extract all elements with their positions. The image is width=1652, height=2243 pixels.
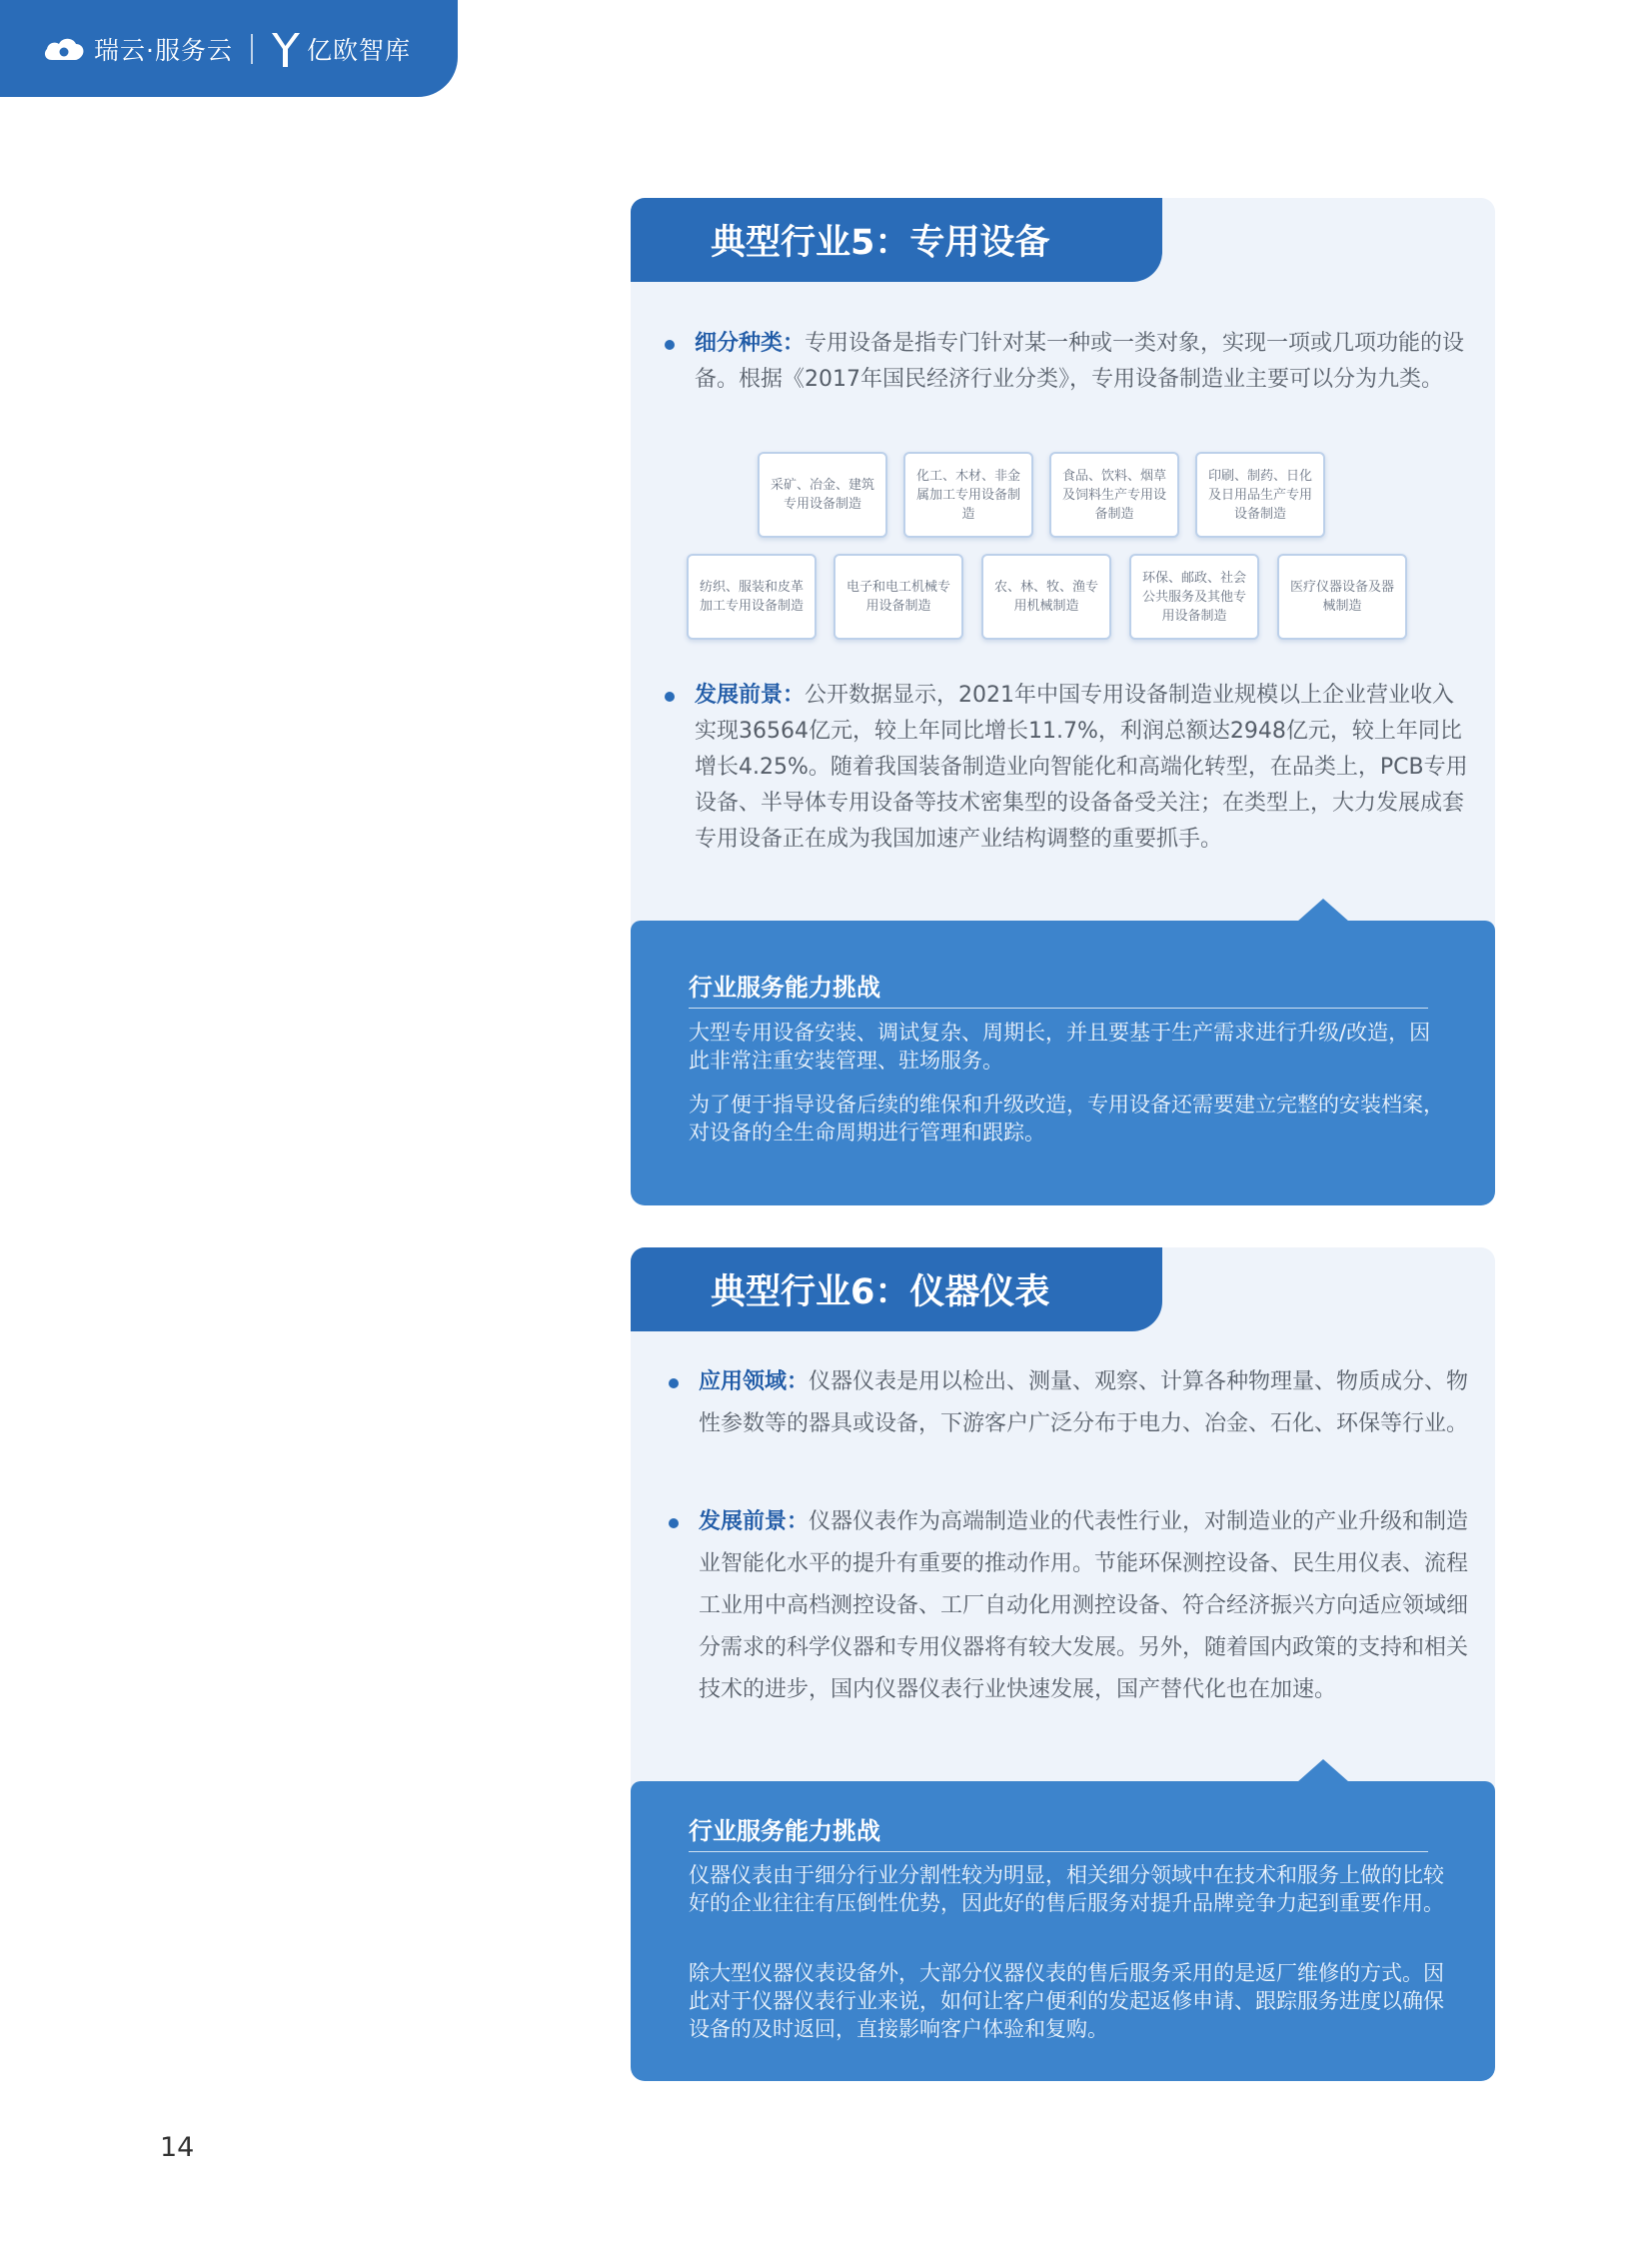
cloud-logo-icon (42, 34, 86, 64)
bullet-dot (665, 692, 675, 702)
section-title: 典型行业5：专用设备 (631, 198, 1162, 282)
bullet-text: 公开数据显示，2021年中国专用设备制造业规模以上企业营业收入实现36564亿元，较上年同比增长11.7%，利润总额达2948亿元，较上年同比增长4.25%。随着我国装备制造业向智能化和高端化转型，在品类上，PCB专用设备、半导体专用设备等技术密集型的设备备受关注；在类型上，大力发展成套专用设备正在成为我国加速产业结构调整的重要抓手。 (695, 683, 1468, 852)
challenge-title: 行业服务能力挑战 (689, 974, 880, 1002)
challenge-paragraph: 仪器仪表由于细分行业分割性较为明显，相关细分领域中在技术和服务上做的比较好的企业往往有压倒性优势，因此好的售后服务对提升品牌竞争力起到重要作用。 (689, 1863, 1444, 1915)
category-box: 电子和电工机械专用设备制造 (833, 554, 963, 640)
category-box: 食品、饮料、烟草及饲料生产专用设备制造 (1049, 452, 1179, 538)
header-brand-tab (0, 0, 458, 97)
category-box: 医疗仪器设备及器械制造 (1277, 554, 1407, 640)
header-divider (251, 34, 253, 64)
category-box: 农、林、牧、渔专用机械制造 (981, 554, 1111, 640)
bullet-application (699, 1361, 1478, 1445)
challenge-paragraph: 为了便于指导设备后续的维保和升级改造，专用设备还需要建立完整的安装档案，对设备的全生命周期进行管理和跟踪。 (689, 1093, 1444, 1144)
yiou-logo-icon (269, 29, 303, 69)
industry-card-instruments (631, 1247, 1495, 2081)
category-box: 化工、木材、非金属加工专用设备制造 (903, 452, 1033, 538)
ruiyun-brand: 瑞云·服务云 (94, 35, 233, 65)
service-challenge-box (631, 921, 1495, 1205)
challenge-divider (689, 1008, 1428, 1009)
bullet-outlook (695, 678, 1474, 858)
challenge-paragraph: 大型专用设备安装、调试复杂、周期长，并且要基于生产需求进行升级/改造，因此非常注重安装管理、驻场服务。 (689, 1021, 1431, 1073)
callout-notch (1297, 1759, 1349, 1782)
bullet-outlook (699, 1501, 1478, 1711)
category-box: 采矿、冶金、建筑专用设备制造 (758, 452, 887, 538)
service-challenge-box (631, 1781, 1495, 2081)
bullet-lead: 应用领域： (699, 1369, 810, 1394)
bullet-text: 专用设备是指专门针对某一种或一类对象，实现一项或几项功能的设备。根据《2017年国民经济行业分类》，专用设备制造业主要可以分为九类。 (695, 331, 1465, 392)
bullet-lead: 发展前景： (699, 1509, 810, 1534)
industry-card-special-equipment (631, 198, 1495, 1205)
challenge-divider (689, 1851, 1428, 1852)
bullet-dot (669, 1378, 679, 1388)
challenge-paragraph: 除大型仪器仪表设备外，大部分仪器仪表的售后服务采用的是返厂维修的方式。因此对于仪器仪表行业来说，如何让客户便利的发起返修申请、跟踪服务进度以确保设备的及时返回，直接影响客户体验和复购。 (689, 1961, 1444, 2041)
bullet-lead: 发展前景： (695, 683, 806, 708)
category-box: 印刷、制药、日化及日用品生产专用设备制造 (1195, 452, 1325, 538)
section-title: 典型行业6：仪器仪表 (631, 1247, 1162, 1331)
page-number: 14 (160, 2132, 195, 2163)
bullet-text: 仪器仪表是用以检出、测量、观察、计算各种物理量、物质成分、物性参数等的器具或设备，下游客户广泛分布于电力、冶金、石化、环保等行业。 (699, 1369, 1469, 1436)
bullet-text: 仪器仪表作为高端制造业的代表性行业，对制造业的产业升级和制造业智能化水平的提升有重要的推动作用。节能环保测控设备、民生用仪表、流程工业用中高档测控设备、工厂自动化用测控设备、符合经济振兴方向适应领域细分需求的科学仪器和专用仪器将有较大发展。另外，随着国内政策的支持和相关技术的进步，国内仪器仪表行业快速发展，国产替代化也在加速。 (699, 1509, 1469, 1702)
bullet-dot (669, 1518, 679, 1528)
yiou-brand: 亿欧智库 (306, 35, 411, 65)
challenge-title: 行业服务能力挑战 (689, 1817, 880, 1845)
bullet-lead: 细分种类： (695, 331, 806, 356)
category-box: 环保、邮政、社会公共服务及其他专用设备制造 (1129, 554, 1259, 640)
bullet-subcategories (695, 326, 1474, 398)
callout-notch (1297, 899, 1349, 922)
category-box: 纺织、服装和皮革加工专用设备制造 (687, 554, 817, 640)
bullet-dot (665, 340, 675, 350)
